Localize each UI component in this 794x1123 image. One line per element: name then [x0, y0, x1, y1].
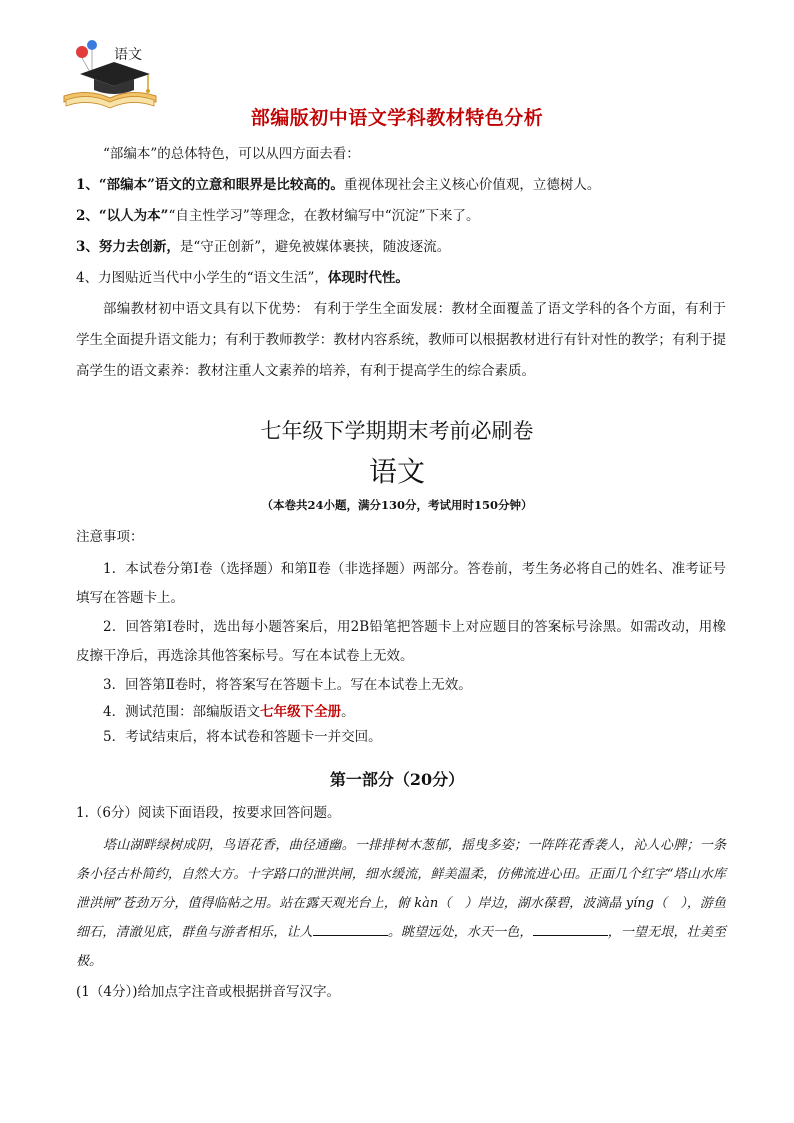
- notes-heading: 注意事项：: [76, 529, 144, 545]
- advantages-paragraph: 部编教材初中语文具有以下优势： 有利于学生全面发展：教材全面覆盖了语文学科的各个方面，有利于学生全面提升语文能力；有利于教师教学：教材内容系统，教师可以根据教材进行有针对性的教学；有利于提高学生的语文素养：教材注重人文素养的培养，有利于提高学生的综合素质。: [76, 301, 726, 379]
- note-item-4: [76, 700, 726, 725]
- logo-label: 语文: [114, 47, 142, 63]
- point-3-text: 是“守正创新”，避免被媒体裹挟，随波逐流。: [179, 239, 451, 255]
- passage-text-c: ，一望无垠，壮美至极。: [76, 925, 726, 969]
- note-item-4-highlight: 七年级下全册: [260, 704, 342, 720]
- point-1-text: 重视体现社会主义核心价值观，立德树人。: [343, 177, 601, 193]
- reading-passage: [76, 831, 726, 976]
- point-1-bold: 1、“部编本”语文的立意和眼界是比较高的。: [76, 177, 344, 193]
- point-3-bold: 3、努力去创新，: [76, 239, 180, 255]
- passage-text-b: 。眺望远处，水天一色，: [387, 925, 533, 940]
- part-1-heading: 第一部分（20分）: [329, 770, 465, 789]
- analysis-intro: “部编本”的总体特色，可以从四方面去看：: [103, 146, 360, 162]
- point-4-text: 4、力图贴近当代中小学生的“语文生活”，: [76, 270, 328, 286]
- subject-logo: [60, 38, 160, 112]
- question-1-prompt: 1.（6分）阅读下面语段，按要求回答问题。: [76, 805, 341, 821]
- analysis-section: [76, 144, 726, 387]
- notes-section: [76, 527, 726, 750]
- point-1: [76, 175, 726, 195]
- exam-subject: 语文: [368, 455, 425, 488]
- question-1: [76, 803, 726, 1002]
- note-item-5: 5．考试结束后，将本试卷和答题卡一并交回。: [103, 729, 382, 745]
- answer-blank-1[interactable]: [313, 921, 388, 936]
- point-4: [76, 268, 726, 288]
- point-3: [76, 237, 726, 257]
- point-2-text: “自主性学习”等理念，在教材编写中“沉淀”下来了。: [168, 208, 480, 224]
- exam-info: （本卷共24小题，满分130分，考试用时150分钟）: [261, 498, 533, 512]
- note-item-3: 3．回答第Ⅱ卷时，将答案写在答题卡上。写在本试卷上无效。: [103, 677, 472, 693]
- point-4-bold: 体现时代性。: [327, 270, 409, 286]
- sub-question-1: (1（4分）)给加点字注音或根据拼音写汉字。: [76, 984, 340, 1000]
- graduation-cap-book-icon: [60, 38, 160, 112]
- point-2-bold: 2、“以人为本”: [76, 208, 169, 224]
- exam-title: 七年级下学期期末考前必刷卷: [260, 419, 534, 443]
- note-item-1: 1．本试卷分第Ⅰ卷（选择题）和第Ⅱ卷（非选择题）两部分。答卷前，考生务必将自己的姓名、准考证号填写在答题卡上。: [76, 561, 726, 606]
- note-item-4-prefix: 4．测试范围：部编版语文: [103, 704, 261, 720]
- page-title: 部编版初中语文学科教材特色分析: [250, 107, 544, 129]
- note-item-2: 2．回答第Ⅰ卷时，选出每小题答案后，用2B铅笔把答题卡上对应题目的答案标号涂黑。如需改动，用橡皮擦干净后，再选涂其他答案标号。写在本试卷上无效。: [76, 619, 726, 664]
- answer-blank-2[interactable]: [533, 921, 608, 936]
- point-2: [76, 206, 726, 226]
- note-item-4-suffix: 。: [341, 704, 355, 720]
- passage-text-a: 塔山湖畔绿树成阴，鸟语花香，曲径通幽。一排排树木葱郁，摇曳多姿；一阵阵花香袭人，沁人心脾；一条条小径古朴简约，自然大方。十字路口的泄洪闸，细水缓流，鲜美温柔，仿佛流进心田。正面几个红字“塔山水库泄洪闸”苍劲万分，值得临帖之用。站在露天观光台上，俯 kàn（ ）岸边，湖水葆碧，波滴晶 yíng（ ），游鱼细石，清澈见底，群鱼与游者相乐，让人: [76, 838, 726, 940]
